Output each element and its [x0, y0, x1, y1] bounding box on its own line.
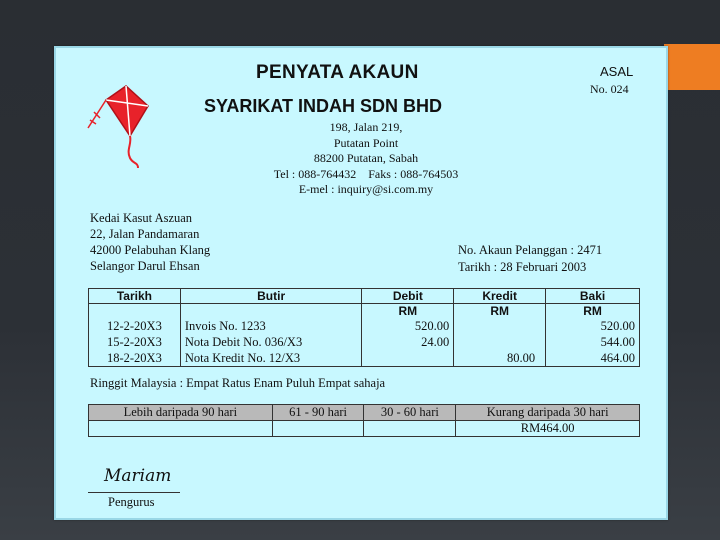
aging-value-row: [89, 421, 640, 437]
debit-cell: 520.00: [362, 318, 454, 334]
unit-cell: [180, 304, 362, 319]
aging-value: [364, 421, 456, 437]
aging-table: [88, 404, 640, 437]
document-number: No. 024: [590, 82, 629, 96]
signature-line: [88, 492, 180, 493]
account-info: [458, 242, 602, 276]
date-cell: 15-2-20X3: [89, 334, 181, 350]
address-line: 198, Jalan 219,: [329, 120, 403, 134]
signature: Mariam: [104, 466, 172, 486]
amount-in-words: Ringgit Malaysia : Empat Ratus Enam Puluh Empat sahaja: [90, 376, 386, 390]
description-cell: Nota Kredit No. 12/X3: [180, 350, 362, 367]
unit-row: [89, 304, 640, 319]
balance-cell: 464.00: [546, 350, 640, 367]
table-header-row: [89, 289, 640, 304]
column-header: Butir: [180, 289, 362, 304]
statement-date: Tarikh : 28 Februari 2003: [458, 260, 587, 274]
description-cell: Invois No. 1233: [180, 318, 362, 334]
date-cell: 12-2-20X3: [89, 318, 181, 334]
customer-line: Selangor Darul Ehsan: [90, 259, 200, 273]
aging-header: Lebih daripada 90 hari: [89, 405, 273, 421]
balance-cell: 544.00: [546, 334, 640, 350]
company-address: [206, 120, 526, 198]
address-line: Putatan Point: [333, 135, 399, 150]
unit-cell: RM: [454, 304, 546, 319]
table-row: [89, 318, 640, 334]
balance-cell: 520.00: [546, 318, 640, 334]
customer-line: 22, Jalan Pandamaran: [90, 227, 200, 241]
statement-document: [54, 46, 668, 520]
unit-cell: [89, 304, 181, 319]
aging-header-row: [89, 405, 640, 421]
description-cell: Nota Debit No. 036/X3: [180, 334, 362, 350]
unit-cell: RM: [362, 304, 454, 319]
company-name: SYARIKAT INDAH SDN BHD: [204, 96, 443, 116]
kite-logo-icon: [86, 78, 166, 170]
aging-header: Kurang daripada 30 hari: [456, 405, 640, 421]
credit-cell: [454, 334, 546, 350]
customer-address: [90, 210, 210, 274]
customer-line: 42000 Pelabuhan Klang: [90, 243, 211, 257]
table-row: [89, 350, 640, 367]
date-cell: 18-2-20X3: [89, 350, 181, 367]
column-header: Baki: [546, 289, 640, 304]
contact-line: [206, 167, 526, 183]
unit-cell: RM: [546, 304, 640, 319]
debit-cell: [362, 350, 454, 367]
aging-value: [89, 421, 273, 437]
statement-table: [88, 288, 640, 367]
statement-title: PENYATA AKAUN: [256, 62, 419, 83]
copy-label: ASAL: [600, 64, 634, 79]
column-header: Debit: [362, 289, 454, 304]
aging-header: 30 - 60 hari: [364, 405, 456, 421]
table-row: [89, 334, 640, 350]
email: E-mel : inquiry@si.com.my: [298, 182, 434, 196]
customer-line: Kedai Kasut Aszuan: [90, 211, 193, 225]
column-header: Kredit: [454, 289, 546, 304]
aging-value: RM464.00: [456, 421, 640, 437]
accent-bar: [664, 44, 720, 90]
aging-value: [272, 421, 364, 437]
column-header: Tarikh: [89, 289, 181, 304]
signatory-role: Pengurus: [108, 495, 155, 509]
account-number: No. Akaun Pelanggan : 2471: [458, 243, 603, 257]
telephone: Tel : 088-764432: [273, 166, 357, 181]
address-line: 88200 Putatan, Sabah: [313, 151, 419, 165]
aging-header: 61 - 90 hari: [272, 405, 364, 421]
credit-cell: [454, 318, 546, 334]
debit-cell: 24.00: [362, 334, 454, 350]
credit-cell: 80.00: [454, 350, 546, 367]
fax: Faks : 088-764503: [368, 166, 459, 181]
